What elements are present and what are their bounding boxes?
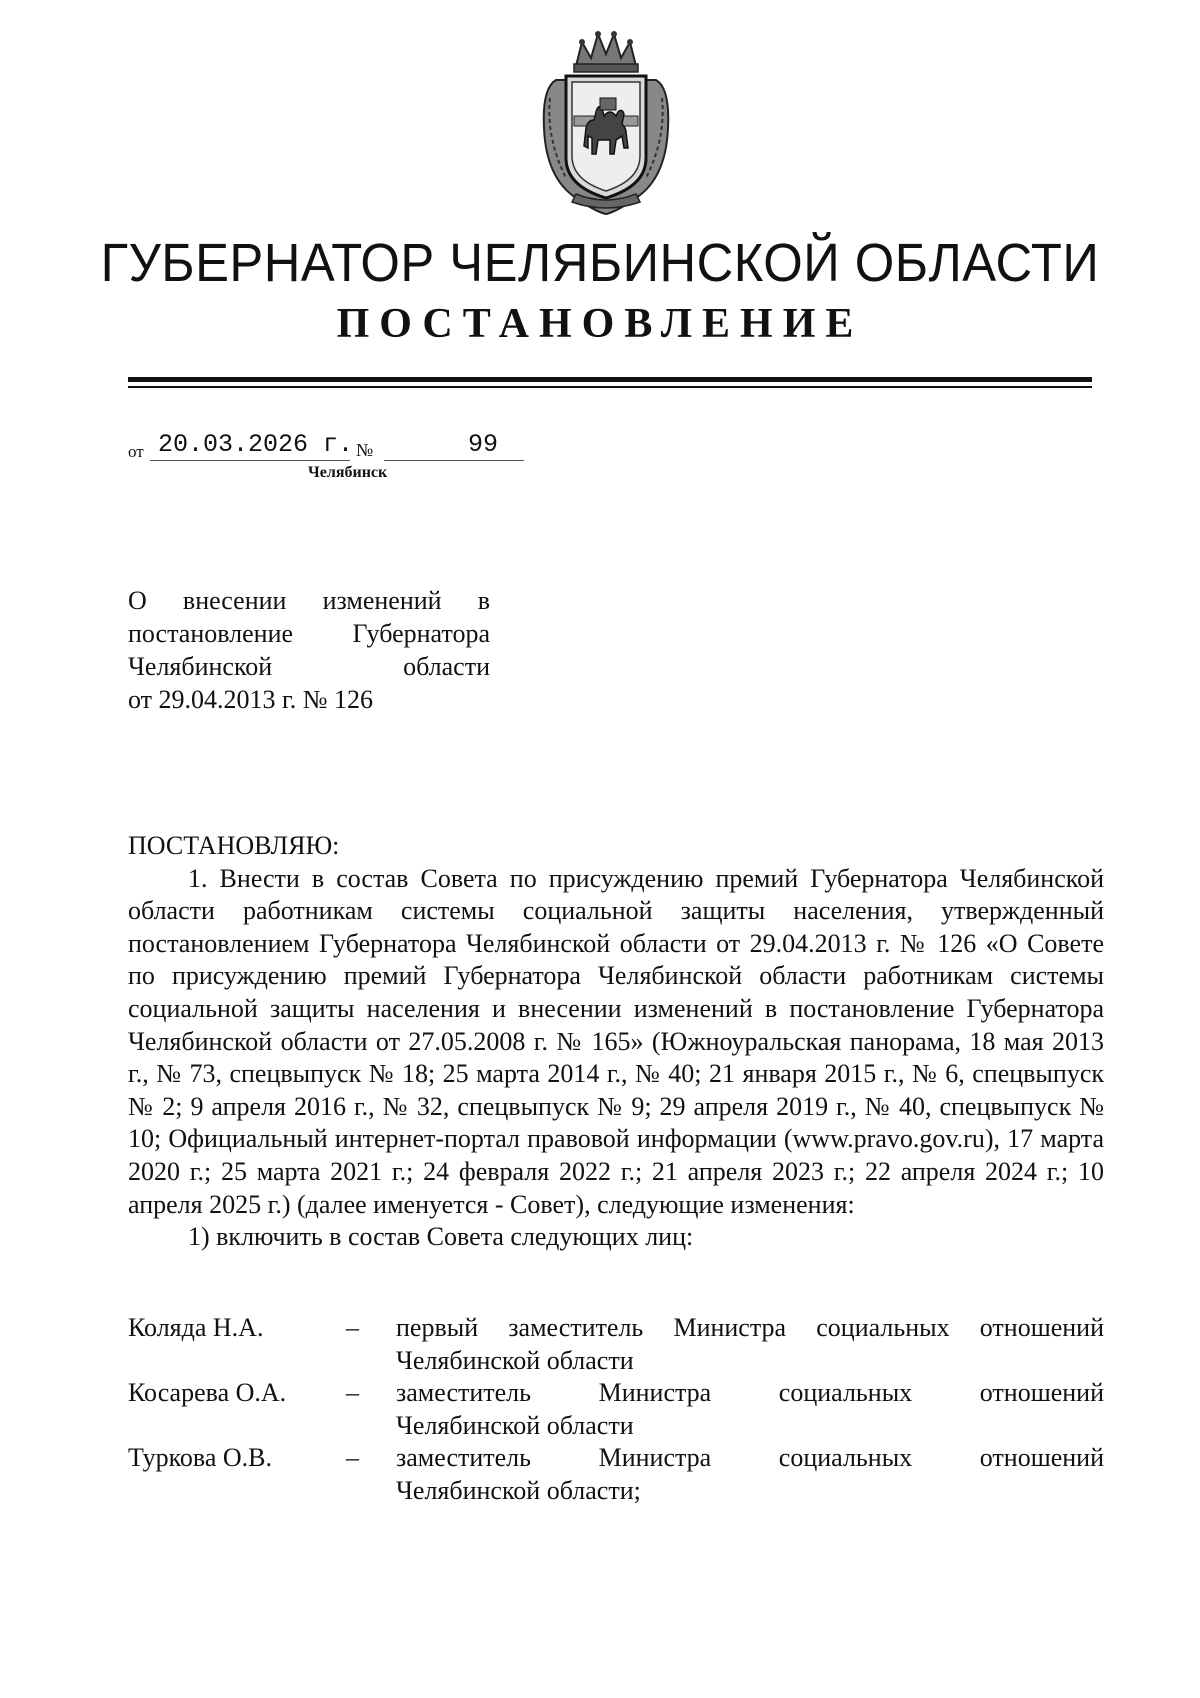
subject-line: О внесении изменений в (128, 586, 490, 615)
member-row (128, 1312, 1104, 1377)
member-position-line: заместитель Министра социальных отношений (396, 1378, 1104, 1408)
member-position-line: Челябинской области (396, 1410, 634, 1440)
header-divider-thick (128, 377, 1092, 382)
document-number: 99 (468, 430, 499, 459)
member-dash: – (346, 1313, 359, 1342)
header-divider-thin (128, 386, 1092, 388)
subject-line: от 29.04.2013 г. № 126 (128, 685, 374, 714)
document-city: Челябинск (308, 464, 388, 481)
member-position (396, 1442, 1104, 1507)
doc-type-title: ПОСТАНОВЛЕНИЕ (336, 301, 864, 347)
paragraph-1: 1. Внести в состав Совета по присуждению премий Губернатора Челябинской области работникам системы социальной защиты населения, утвержденный постановлением Губернатора Челябинской области от 29.04.2013 г. № 126 «О Совете по присуждению премий Губернатора Челябинской области работникам системы социальной защиты населения и внесении изменений в постановление Губернатора Челябинской области от 27.05.2008 г. № 165» (Южноуральская панорама, 18 мая 2013 г., № 73, спецвыпуск № 18; 25 марта 2014 г., № 40; 21 января 2015 г., № 6, спецвыпуск № 2; 9 апреля 2016 г., № 32, спецвыпуск № 9; 29 апреля 2019 г., № 40, спецвыпуск № 10; Официальный интернет-портал правовой информации (www.pravo.gov.ru), 17 марта 2020 г.; 25 марта 2021 г.; 24 февраля 2022 г.; 21 апреля 2023 г.; 22 апреля 2024 г.; 10 апреля 2025 г.) (далее именуется - Совет), следующие изменения: (128, 863, 1104, 1219)
item-1: 1) включить в состав Совета следующих лиц: (188, 1222, 694, 1252)
members-list (128, 1312, 1104, 1508)
member-position-line: первый заместитель Министра социальных отношений (396, 1313, 1104, 1342)
member-name: Косарева О.А. (128, 1378, 287, 1408)
member-name: Туркова О.В. (128, 1443, 272, 1473)
member-dash: – (346, 1443, 359, 1473)
member-name: Коляда Н.А. (128, 1313, 264, 1342)
document-subject (128, 584, 490, 716)
document-date: 20.03.2026 г. (158, 430, 354, 459)
org-title: ГУБЕРНАТОР ЧЕЛЯБИНСКОЙ ОБЛАСТИ (100, 233, 1100, 293)
member-row (128, 1442, 1104, 1507)
member-position (396, 1377, 1104, 1442)
document-body (128, 830, 1104, 1254)
member-dash: – (346, 1378, 359, 1408)
subject-line: Челябинской области (128, 652, 490, 681)
date-underline (150, 460, 350, 461)
member-position (396, 1312, 1104, 1377)
member-position-line: Челябинской области; (396, 1475, 641, 1505)
subject-line: постановление Губернатора (128, 619, 490, 648)
number-underline (384, 460, 524, 461)
document-meta (128, 430, 728, 490)
member-position-line: Челябинской области (396, 1345, 634, 1375)
decree-heading: ПОСТАНОВЛЯЮ: (128, 831, 340, 860)
date-label: от (128, 442, 144, 461)
number-label: № (356, 440, 374, 460)
member-position-line: заместитель Министра социальных отношений (396, 1443, 1104, 1473)
chelyabinsk-coat-of-arms-icon (536, 28, 676, 216)
member-row (128, 1377, 1104, 1442)
